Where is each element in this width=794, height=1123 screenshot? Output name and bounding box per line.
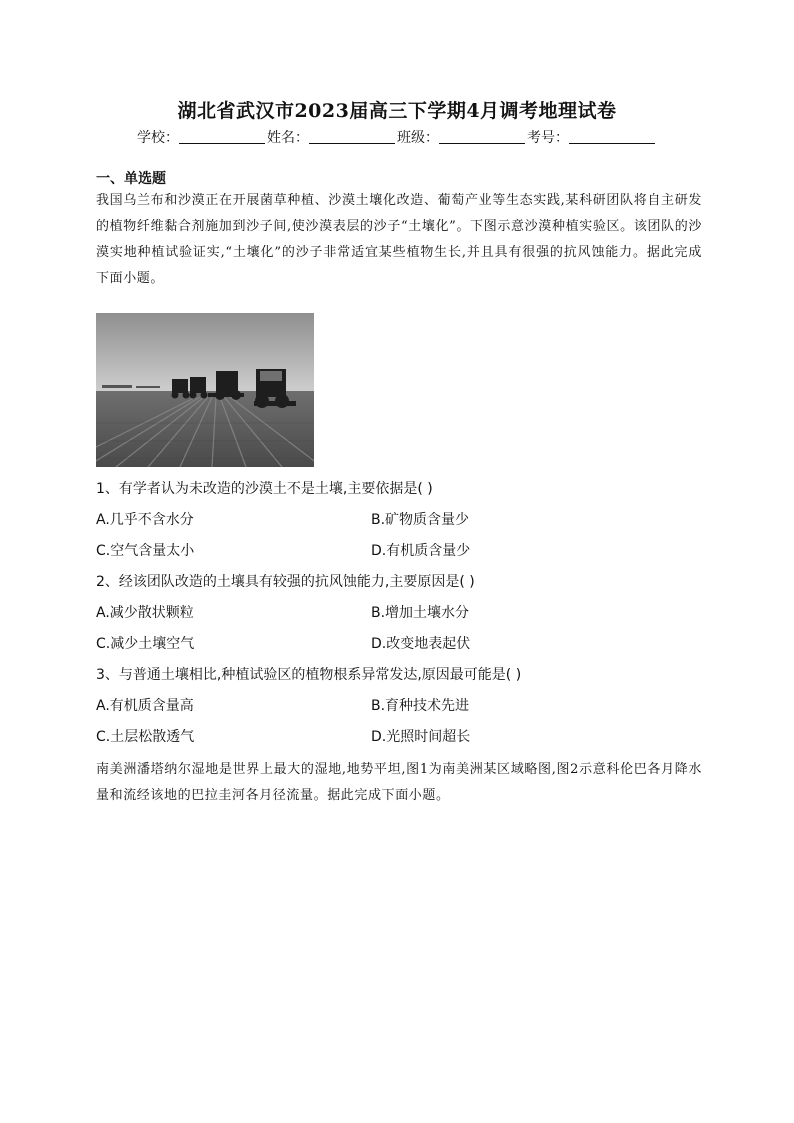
question-3-option-a[interactable]: A.有机质含量高 <box>96 698 194 714</box>
question-1-option-d[interactable]: D.有机质含量少 <box>371 543 471 559</box>
question-3-stem: 3、与普通土壤相比,种植试验区的植物根系异常发达,原因最可能是( ) <box>96 667 522 683</box>
question-2-option-c[interactable]: C.减少土壤空气 <box>96 636 195 652</box>
number-label: 考号： <box>527 130 569 146</box>
question-3-option-b[interactable]: B.育种技术先进 <box>371 698 470 714</box>
class-label: 班级： <box>397 130 439 146</box>
question-2-option-b[interactable]: B.增加土壤水分 <box>371 605 470 621</box>
desert-planting-photo <box>96 313 314 467</box>
question-3-option-c[interactable]: C.土层松散透气 <box>96 729 195 745</box>
passage-1: 我国乌兰布和沙漠正在开展菌草种植、沙漠土壤化改造、葡萄产业等生态实践,某科研团队将自主研发的植物纤维黏合剂施加到沙子间,使沙漠表层的沙子“土壤化”。下图示意沙漠种植实验区。该团队的沙漠实地种植试验证实,“土壤化”的沙子非常适宜某些植物生长,并且具有很强的抗风蚀能力。据此完成下面小题。 <box>96 193 702 286</box>
question-2-stem: 2、经该团队改造的土壤具有较强的抗风蚀能力,主要原因是( ) <box>96 574 475 590</box>
name-blank <box>309 131 395 144</box>
name-label: 姓名： <box>267 130 309 146</box>
number-blank <box>569 131 655 144</box>
question-1-option-b[interactable]: B.矿物质含量少 <box>371 512 470 528</box>
section-heading: 一、单选题 <box>96 171 166 187</box>
question-1-stem: 1、有学者认为未改造的沙漠土不是土壤,主要依据是( ) <box>96 481 433 497</box>
question-3-option-d[interactable]: D.光照时间超长 <box>371 729 471 745</box>
school-label: 学校： <box>137 130 179 146</box>
exam-title: 湖北省武汉市2023届高三下学期4月调考地理试卷 <box>177 100 617 122</box>
student-info-line <box>0 127 794 147</box>
question-1-option-c[interactable]: C.空气含量太小 <box>96 543 195 559</box>
question-1-option-a[interactable]: A.几乎不含水分 <box>96 512 194 528</box>
question-2-option-d[interactable]: D.改变地表起伏 <box>371 636 471 652</box>
question-2-option-a[interactable]: A.减少散状颗粒 <box>96 605 194 621</box>
passage-2: 南美洲潘塔纳尔湿地是世界上最大的湿地,地势平坦,图1为南美洲某区域略图,图2示意科伦巴各月降水量和流经该地的巴拉圭河各月径流量。据此完成下面小题。 <box>96 762 702 803</box>
class-blank <box>439 131 525 144</box>
school-blank <box>179 131 265 144</box>
